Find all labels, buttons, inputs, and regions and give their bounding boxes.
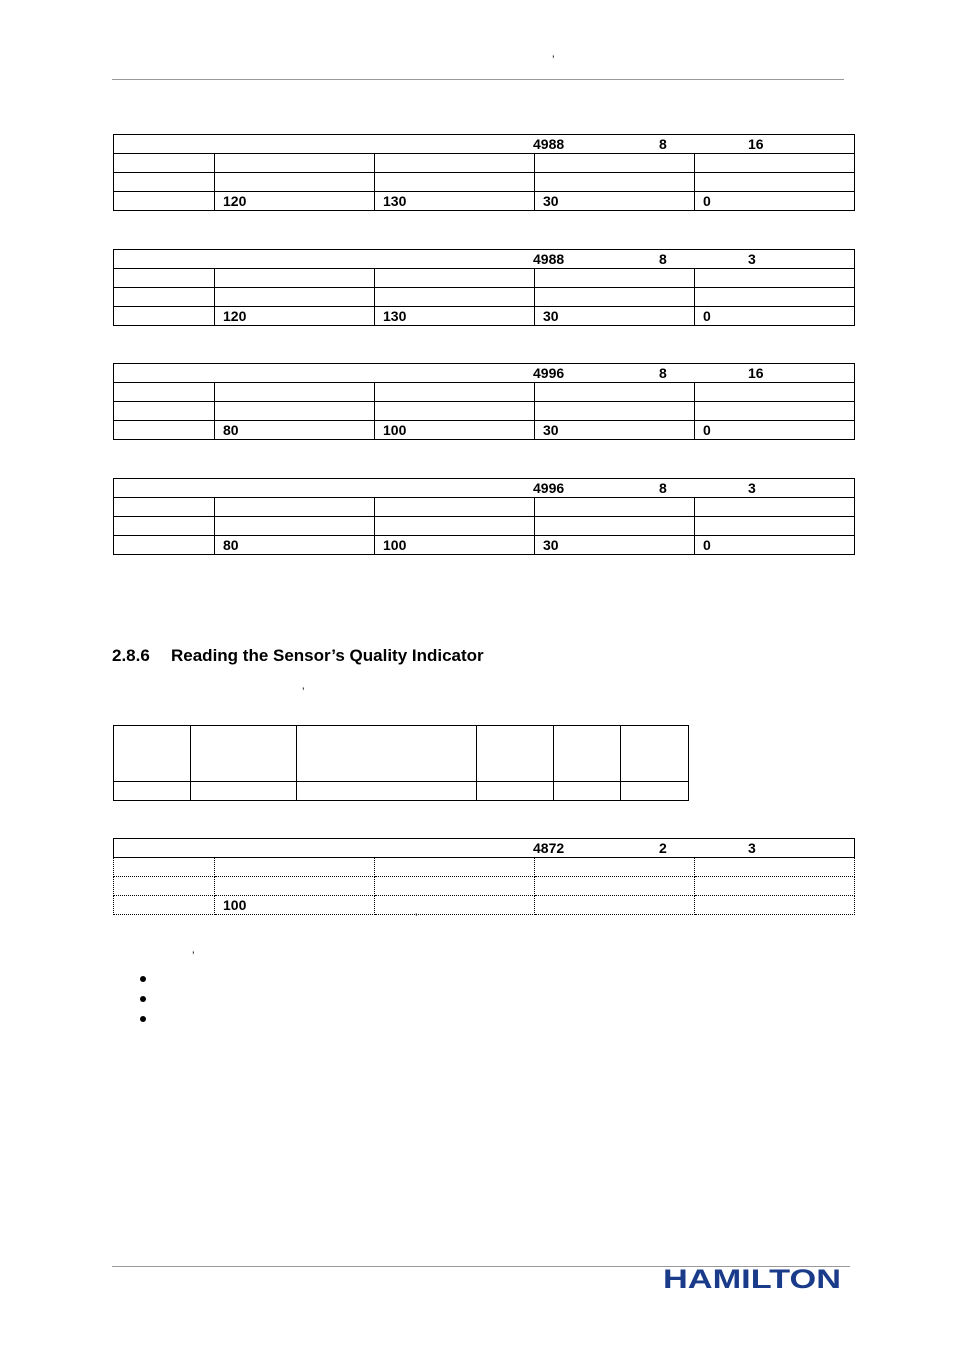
function-code: 3 bbox=[748, 480, 756, 496]
bullet-icon bbox=[140, 1016, 146, 1022]
function-code: 16 bbox=[748, 136, 764, 152]
register-address: 4872 bbox=[533, 840, 565, 856]
register-table-4 bbox=[113, 478, 855, 555]
value-cell: 100 bbox=[375, 421, 535, 440]
value-cell: 30 bbox=[535, 536, 695, 555]
logo-wordmark: HAMILTON bbox=[663, 1264, 841, 1294]
register-address: 4996 bbox=[533, 480, 565, 496]
function-code: 16 bbox=[748, 365, 764, 381]
register-address: 4988 bbox=[533, 136, 565, 152]
bullet-icon bbox=[140, 996, 146, 1002]
header-mark: ’ bbox=[552, 54, 555, 66]
value-cell: 100 bbox=[375, 536, 535, 555]
section-heading bbox=[112, 646, 484, 666]
text-mark: ’ bbox=[302, 686, 305, 698]
quality-register-table bbox=[113, 838, 855, 915]
value-cell bbox=[375, 896, 535, 915]
register-count: 2 bbox=[659, 840, 667, 856]
function-code: 3 bbox=[748, 840, 756, 856]
value-cell: 130 bbox=[375, 192, 535, 211]
value-cell bbox=[535, 896, 695, 915]
function-code: 3 bbox=[748, 251, 756, 267]
bullet-icon bbox=[140, 976, 146, 982]
register-table-1 bbox=[113, 134, 855, 211]
text-mark: ’ bbox=[415, 912, 418, 924]
register-table-2 bbox=[113, 249, 855, 326]
register-count: 8 bbox=[659, 251, 667, 267]
value-cell: 0 bbox=[695, 421, 855, 440]
register-count: 8 bbox=[659, 136, 667, 152]
command-structure-table bbox=[113, 725, 689, 801]
value-cell: 80 bbox=[215, 421, 375, 440]
register-table-3 bbox=[113, 363, 855, 440]
value-cell: 0 bbox=[695, 536, 855, 555]
section-number: 2.8.6 bbox=[112, 646, 150, 665]
value-cell: 130 bbox=[375, 307, 535, 326]
register-address: 4996 bbox=[533, 365, 565, 381]
value-cell: 30 bbox=[535, 192, 695, 211]
register-count: 8 bbox=[659, 480, 667, 496]
value-cell: 0 bbox=[695, 307, 855, 326]
text-mark: ’ bbox=[192, 950, 195, 962]
value-cell: 80 bbox=[215, 536, 375, 555]
header-rule bbox=[112, 79, 844, 80]
section-title: Reading the Sensor’s Quality Indicator bbox=[171, 646, 484, 665]
value-cell: 100 bbox=[215, 896, 375, 915]
value-cell: 120 bbox=[215, 192, 375, 211]
value-cell: 120 bbox=[215, 307, 375, 326]
value-cell: 30 bbox=[535, 421, 695, 440]
register-address: 4988 bbox=[533, 251, 565, 267]
hamilton-logo bbox=[663, 1264, 843, 1294]
value-cell: 0 bbox=[695, 192, 855, 211]
value-cell: 30 bbox=[535, 307, 695, 326]
value-cell bbox=[695, 896, 855, 915]
register-count: 8 bbox=[659, 365, 667, 381]
